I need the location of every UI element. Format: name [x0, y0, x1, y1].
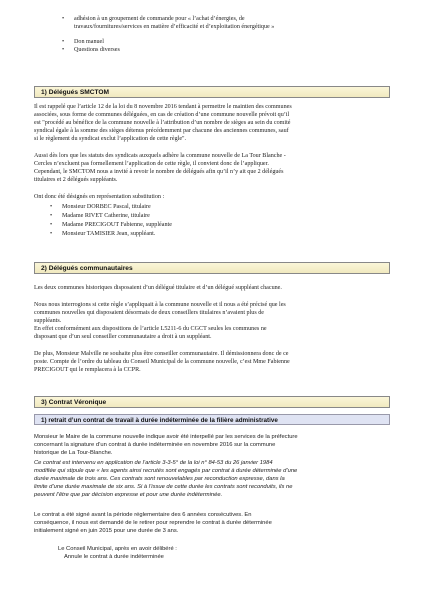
bullet-item-continued: travaux/fournitures/services en matière d’efficacité et d’exploitation énergétique » [74, 24, 275, 30]
paragraph-line: concernant la signature d’un contrat à durée indéterminée en novembre 2016 sur la commune [34, 442, 276, 448]
subsection-title: 1) retrait d’un contrat de travail à durée indéterminée de la filière administrative [41, 416, 278, 424]
paragraph-line: Les deux communes historiques disposaient d’un délégué titulaire et d’un délégué suppléant chacune. [34, 285, 282, 291]
member-item: • Madame RIVET Catherine, titulaire [62, 213, 150, 220]
member-item: • Monsieur DORBEC Pascal, titulaire [62, 204, 151, 211]
paragraph-line: disposant que d’un seul conseiller communautaire a droit à un suppléant. [34, 334, 212, 340]
section-heading-communautaires [34, 262, 390, 274]
paragraph-line: associées, sous forme de communes déléguées, en cas de création d’une commune nouvelle prévoit qu’il [34, 112, 290, 118]
paragraph-line: est "procédé au bénéfice de la commune nouvelle à l’attribution d’un nombre de sièges au sein du comité [34, 120, 291, 126]
subsection-heading [34, 414, 390, 425]
paragraph-line: communes nouvelles qui disposaient désormais de deux conseillers titulaires n’avaient plus de [34, 310, 264, 316]
member-item: • Madame PRECIGOUT Fabienne, suppléante [62, 222, 172, 229]
paragraph-line: Le Conseil Municipal, après en avoir délibéré : [58, 546, 177, 552]
paragraph-line: Cercles n’excluent pas formellement l’application de cette règle, il convient donc de l’appliquer. [34, 161, 269, 167]
section-title: 3) Contrat Véronique [41, 399, 107, 406]
paragraph-line: Monsieur le Maire de la commune nouvelle indique avoir été interpellé par les services de la préfecture [34, 434, 298, 440]
paragraph-line: Cependant, le SMCTOM nous a invité à revoir le nombre de délégués afin qu’il n’y ait que 2 délégués [34, 169, 284, 175]
paragraph-line: si le règlement du syndicat exclut l’application de cette règle". [34, 136, 187, 142]
quote-line: limite d’une durée maximale de six ans. Si à l’issue de cette durée les contrats sont reconduits, ils ne [34, 484, 293, 490]
member-item: • Monsieur TAMISIER Jean, suppléant. [62, 231, 155, 238]
paragraph-line: Aussi dès lors que les statuts des syndicats auxquels adhère la commune nouvelle de La Tour Blanche - [34, 153, 286, 159]
bullet-item: • adhésion à un groupement de commande pour « l’achat d’énergies, de [74, 16, 245, 23]
section-title: 1) Délégués SMCTOM [41, 89, 110, 96]
paragraph-line: PRECIGOUT qui le remplacera à la CCPR. [34, 367, 141, 373]
paragraph-line: syndical égale à la somme des sièges détenus précédemment par chacune des anciennes communes, sauf [34, 128, 289, 134]
quote-line: modifiée qui stipule que « les agents ainsi recrutés sont engagés par contrat à durée déterminée d’une [34, 468, 298, 474]
paragraph-line: De plus, Monsieur Malville ne souhaite plus être conseiller communautaire. Il démissionnera donc de ce [34, 351, 289, 357]
bullet-item: • Questions diverses [74, 47, 120, 54]
paragraph-line: titulaires et 2 délégués suppléants. [34, 177, 118, 183]
paragraph-line: historique de La Tour-Blanche. [34, 450, 113, 456]
section-title: 2) Délégués communautaires [41, 265, 133, 272]
paragraph-line: conséquence, il nous est demandé de le retirer pour reprendre le contrat à durée déterminée [34, 520, 272, 526]
bullet-item: • Don manuel [74, 39, 104, 46]
paragraph-line: initialement signé en juin 2015 pour une durée de 3 ans. [34, 528, 179, 534]
quote-line: Ce contrat est intervenu en application de l’article 3-3-5° de la loi n° 84-53 du 26 janvier 1984 [34, 460, 273, 466]
quote-line: peuvent l’être que par décision expresse et pour une durée indéterminée. [34, 492, 223, 498]
paragraph-line: Il est rappelé que l’article 12 de la loi du 8 novembre 2016 tendant à permettre le maintien des communes [34, 104, 292, 110]
paragraph-line: poste. Compte de l’ordre du tableau du Conseil Municipal de la commune nouvelle, c’est Mme Fabienne [34, 359, 290, 365]
paragraph-line: suppléants. [34, 318, 62, 324]
section-heading-contrat [34, 396, 390, 408]
quote-line: durée maximale de trois ans. Ces contrats sont renouvelables par reconduction expresse, dans la [34, 476, 285, 482]
section-heading-smctom [34, 86, 390, 98]
paragraph-line: Ont donc été désignés en représentation substitution : [34, 194, 165, 200]
paragraph-line: En effet conformément aux dispositions de l’article L5211-6 du CGCT seules les communes ne [34, 326, 267, 332]
paragraph-line: Annule le contrat à durée indéterminée [64, 554, 164, 560]
paragraph-line: Nous nous interrogions si cette règle s’appliquait à la commune nouvelle et il nous a été précisé que les [34, 302, 286, 308]
paragraph-line: Le contrat a été signé avant la période réglementaire des 6 années consécutives. En [34, 512, 252, 518]
